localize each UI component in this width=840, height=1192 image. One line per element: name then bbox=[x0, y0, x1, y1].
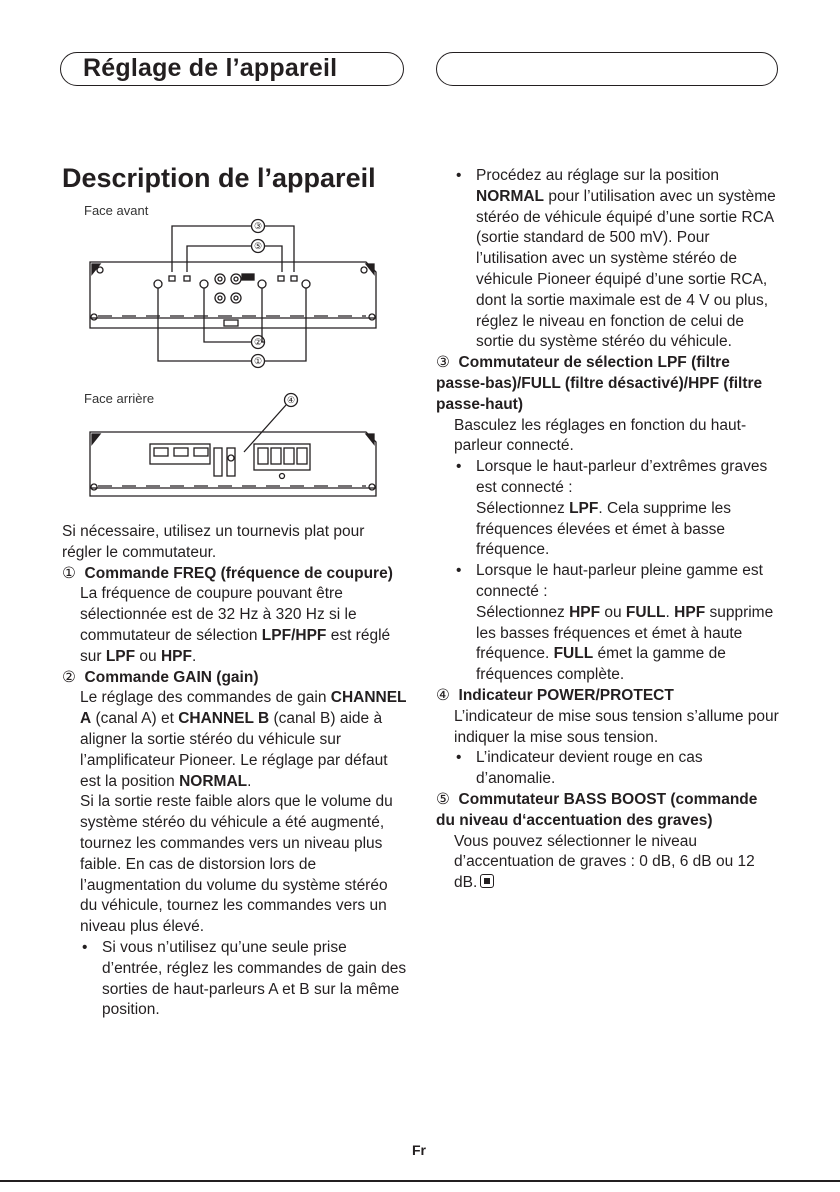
section-4-body: L’indicateur de mise sous tension s’allume pour indiquer la mise sous tension. bbox=[454, 707, 779, 746]
chapter-title-pill bbox=[60, 52, 404, 86]
bullet-dot: • bbox=[456, 458, 462, 476]
full-bold-right: FULL bbox=[625, 603, 666, 621]
left-column bbox=[62, 522, 408, 1021]
section-4-bullet-text: L’indicateur devient rouge en cas d’anomalie. bbox=[476, 749, 703, 788]
lpf-bold: LPF bbox=[261, 626, 292, 644]
section-4-number: ④ bbox=[436, 686, 450, 704]
bullet-dot: • bbox=[82, 938, 88, 956]
section-2-text-2: (canal A) et bbox=[91, 710, 179, 728]
bullet-0-text-a: Procédez au réglage sur la position bbox=[476, 167, 719, 184]
full-bold-right-2: FULL bbox=[553, 645, 594, 663]
bullet-0-text-b: pour l’utilisation avec un système stéréo de véhicule équipé d’une sortie RCA (sortie standard de 500 mV). Pour l’utilisation avec un système stéréo de véhicule Pioneer équipé d’une sortie RCA, dont la sortie maximale est de 4 V ou plus, réglez le niveau en fonction de celui de sortie du système stéréo du véhicule. bbox=[476, 187, 776, 351]
select-text: Sélectionnez bbox=[476, 499, 570, 517]
hpf-bold: HPF bbox=[295, 626, 327, 644]
section-2-period: . bbox=[247, 772, 252, 790]
channel-a-bold: CHANNEL A bbox=[80, 689, 407, 728]
section-3-heading bbox=[436, 353, 780, 415]
section-2-number: ② bbox=[62, 668, 76, 686]
full-detail-text: émet la gamme de fréquences complète. bbox=[476, 645, 726, 684]
section-1-number: ① bbox=[62, 564, 76, 582]
normal-bold-right: NORMAL bbox=[476, 187, 545, 205]
section-1-body bbox=[62, 584, 408, 667]
section-5-heading bbox=[436, 790, 780, 832]
section-3-bullet-1-detail bbox=[436, 499, 780, 561]
lpf-detail-text: . Cela supprime les fréquences élevées et émet à basse fréquence. bbox=[476, 499, 732, 559]
section-3-bullet-1-text: Lorsque le haut-parleur d’extrêmes graves est connecté : bbox=[476, 458, 768, 496]
normal-position-bullet bbox=[436, 166, 780, 353]
callout-4-rear: ④ bbox=[286, 395, 296, 405]
section-3-bullet-2-text: Lorsque le haut-parleur pleine gamme est connecté : bbox=[476, 562, 763, 600]
chapter-title-pill-empty bbox=[436, 52, 778, 86]
section-3-bullet-1 bbox=[436, 457, 780, 499]
section-2-title: Commande GAIN (gain) bbox=[84, 668, 259, 686]
section-2-body-2: Si la sortie reste faible alors que le volume du système stéréo du véhicule a été augmenté, tournez les commandes vers un niveau plus faible. En cas de distorsion lors de l’augmentation du volume du système stéréo du véhicule, tournez les commandes vers un niveau plus élevé. bbox=[80, 793, 393, 936]
section-2-text-1: Le réglage des commandes de gain bbox=[80, 689, 331, 707]
bullet-dot: • bbox=[456, 167, 462, 184]
separator-text: . bbox=[665, 603, 675, 621]
callout-2-front: ② bbox=[253, 337, 263, 347]
ou-text-right: ou bbox=[600, 603, 626, 621]
channel-b-bold: CHANNEL B bbox=[178, 710, 270, 728]
section-2-bullet bbox=[62, 938, 408, 1021]
section-3-bullet-2 bbox=[436, 561, 780, 603]
section-2-bullet-text: Si vous n’utilisez qu’une seule prise d’entrée, réglez les commandes de gain des sorties de haut-parleurs A et B sur la même position. bbox=[102, 938, 407, 1019]
section-3-title: Commutateur de sélection LPF (filtre passe-bas)/FULL (filtre désactivé)/HPF (filtre passe-haut) bbox=[436, 354, 763, 413]
section-1-heading bbox=[62, 564, 408, 585]
rear-panel-label: Face arrière bbox=[84, 391, 155, 406]
chapter-title: Réglage de l’appareil bbox=[83, 54, 338, 82]
front-panel-illustration bbox=[84, 216, 384, 376]
hpf-bold-2: HPF bbox=[160, 647, 192, 665]
section-2-body bbox=[62, 688, 408, 792]
lpf-bold-right: LPF bbox=[569, 499, 599, 517]
ou-text: ou bbox=[135, 647, 161, 665]
callout-1-front: ① bbox=[253, 356, 263, 366]
section-title: Description de l’appareil bbox=[62, 163, 376, 193]
section-1-title: Commande FREQ (fréquence de coupure) bbox=[84, 564, 393, 582]
rear-panel-illustration bbox=[84, 392, 384, 502]
bullet-dot: • bbox=[456, 562, 462, 580]
hpf-bold-right-2: HPF bbox=[674, 603, 706, 621]
section-4-heading bbox=[436, 686, 780, 707]
section-2-heading bbox=[62, 668, 408, 689]
normal-bold: NORMAL bbox=[179, 772, 248, 790]
slash-bold: / bbox=[291, 626, 296, 644]
callout-3-front: ③ bbox=[253, 221, 263, 231]
callout-5-front: ⑤ bbox=[253, 241, 263, 251]
section-3-number: ③ bbox=[436, 354, 450, 372]
bullet-dot: • bbox=[456, 749, 462, 767]
front-panel-label: Face avant bbox=[84, 203, 149, 218]
section-4-bullet bbox=[436, 748, 780, 790]
section-3-bullet-2-detail bbox=[436, 603, 780, 686]
bottom-rule bbox=[0, 1180, 840, 1182]
select-text-2: Sélectionnez bbox=[476, 603, 570, 621]
section-5-title: Commutateur BASS BOOST (commande du niveau d‘accentuation des graves) bbox=[436, 790, 758, 829]
section-2-text-3: (canal B) aide à aligner la sortie stéréo du véhicule sur l’amplificateur Pioneer. Le réglage par défaut est la position bbox=[80, 710, 388, 790]
hpf-detail-text: supprime les basses fréquences et émet à haute fréquence. bbox=[476, 603, 774, 663]
section-1-text-b: est réglé sur bbox=[80, 626, 391, 665]
end-of-section-icon bbox=[480, 874, 494, 888]
section-1-text-a: La fréquence de coupure pouvant être sélectionnée est de 32 Hz à 320 Hz si le commutateur de sélection bbox=[80, 585, 357, 644]
hpf-bold-right: HPF bbox=[569, 603, 601, 621]
section-3-body: Basculez les réglages en fonction du haut-parleur connecté. bbox=[454, 416, 747, 455]
section-4-title: Indicateur POWER/PROTECT bbox=[458, 686, 674, 704]
section-5-body bbox=[436, 832, 780, 894]
lpf-bold-2: LPF bbox=[105, 647, 136, 665]
intro-paragraph: Si nécessaire, utilisez un tournevis plat pour régler le commutateur. bbox=[62, 523, 365, 561]
period: . bbox=[191, 647, 197, 665]
section-5-number: ⑤ bbox=[436, 790, 450, 808]
section-5-text: Vous pouvez sélectionner le niveau d’accentuation de graves : 0 dB, 6 dB ou 12 dB. bbox=[454, 832, 755, 892]
page-language: Fr bbox=[412, 1142, 426, 1158]
right-column bbox=[436, 166, 780, 894]
